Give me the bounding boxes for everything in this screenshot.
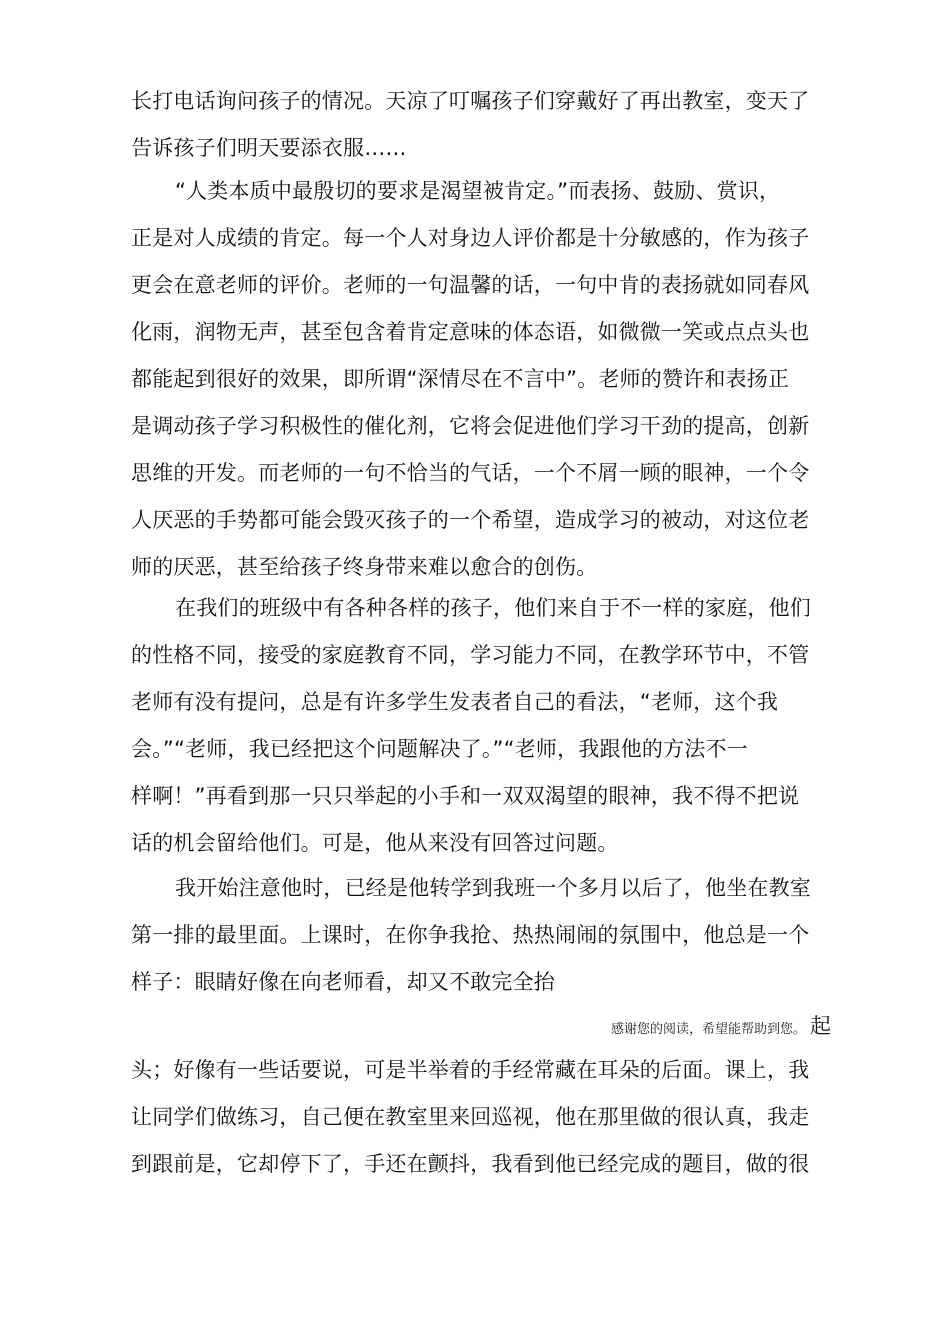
footer-note-row bbox=[131, 1003, 831, 1050]
text-line: 我开始注意他时，已经是他转学到我班一个多月以后了，他坐在教室 bbox=[175, 876, 811, 900]
text-line: 会。”“老师，我已经把这个问题解决了。”“老师，我跟他的方法不一 bbox=[131, 737, 748, 761]
text-line: 思维的开发。而老师的一句不恰当的气话，一个不屑一顾的眼神，一个令 bbox=[131, 461, 810, 485]
text-line: 样子：眼睛好像在向老师看，却又不敢完全抬 bbox=[131, 970, 555, 994]
text-line: 告诉孩子们明天要添衣服…… bbox=[131, 136, 407, 160]
text-line: 第一排的最里面。上课时，在你争我抢、热热闹闹的氛围中，他总是一个 bbox=[131, 923, 810, 947]
text-line: 人厌恶的手势都可能会毁灭孩子的一个希望，造成学习的被动，对这位老 bbox=[131, 508, 810, 532]
text-line: 化雨，润物无声，甚至包含着肯定意味的体态语，如微微一笑或点点头也 bbox=[131, 320, 810, 344]
paragraph-classroom bbox=[131, 585, 831, 867]
text-line: 样啊！”再看到那一只只举起的小手和一双双渴望的眼神，我不得不把说 bbox=[131, 784, 800, 808]
text-line: 在我们的班级中有各种各样的孩子，他们来自于不一样的家庭，他们 bbox=[175, 596, 811, 620]
paragraph-praise bbox=[131, 168, 831, 591]
text-line: 头；好像有一些话要说，可是半举着的手经常藏在耳朵的后面。课上，我 bbox=[131, 1058, 810, 1082]
text-line: 话的机会留给他们。可是，他从来没有回答过问题。 bbox=[131, 831, 619, 855]
text-line: 长打电话询问孩子的情况。天凉了叮嘱孩子们穿戴好了再出教室，变天了 bbox=[131, 89, 810, 113]
text-line: 是调动孩子学习积极性的催化剂，它将会促进他们学习干劲的提高，创新 bbox=[131, 414, 810, 438]
paragraph-observation-continued bbox=[131, 1047, 831, 1188]
text-line: “人类本质中最殷切的要求是渴望被肯定。”而表扬、鼓励、赏识， bbox=[175, 179, 781, 203]
text-line: 让同学们做练习，自己便在教室里来回巡视，他在那里做的很认真，我走 bbox=[131, 1105, 810, 1129]
text-line: 都能起到很好的效果，即所谓“深情尽在不言中”。老师的赞许和表扬正 bbox=[131, 367, 790, 391]
text-line: 正是对人成绩的肯定。每一个人对身边人评价都是十分敏感的，作为孩子 bbox=[131, 226, 810, 250]
text-line: 到跟前是，它却停下了，手还在颤抖，我看到他已经完成的题目，做的很 bbox=[131, 1152, 810, 1176]
footer-tail-char: 起 bbox=[810, 1014, 831, 1038]
footer-note: 感谢您的阅读，希望能帮助到您。 bbox=[610, 1022, 806, 1037]
text-line: 师的厌恶，甚至给孩子终身带来难以愈合的创伤。 bbox=[131, 555, 598, 579]
paragraph-observation bbox=[131, 865, 831, 1006]
text-line: 的性格不同，接受的家庭教育不同，学习能力不同，在教学环节中，不管 bbox=[131, 643, 810, 667]
text-line: 更会在意老师的评价。老师的一句温馨的话，一句中肯的表扬就如同春风 bbox=[131, 273, 810, 297]
text-line: 老师有没有提问，总是有许多学生发表者自己的看法，“老师，这个我 bbox=[131, 690, 779, 714]
paragraph-continuation bbox=[131, 78, 831, 172]
